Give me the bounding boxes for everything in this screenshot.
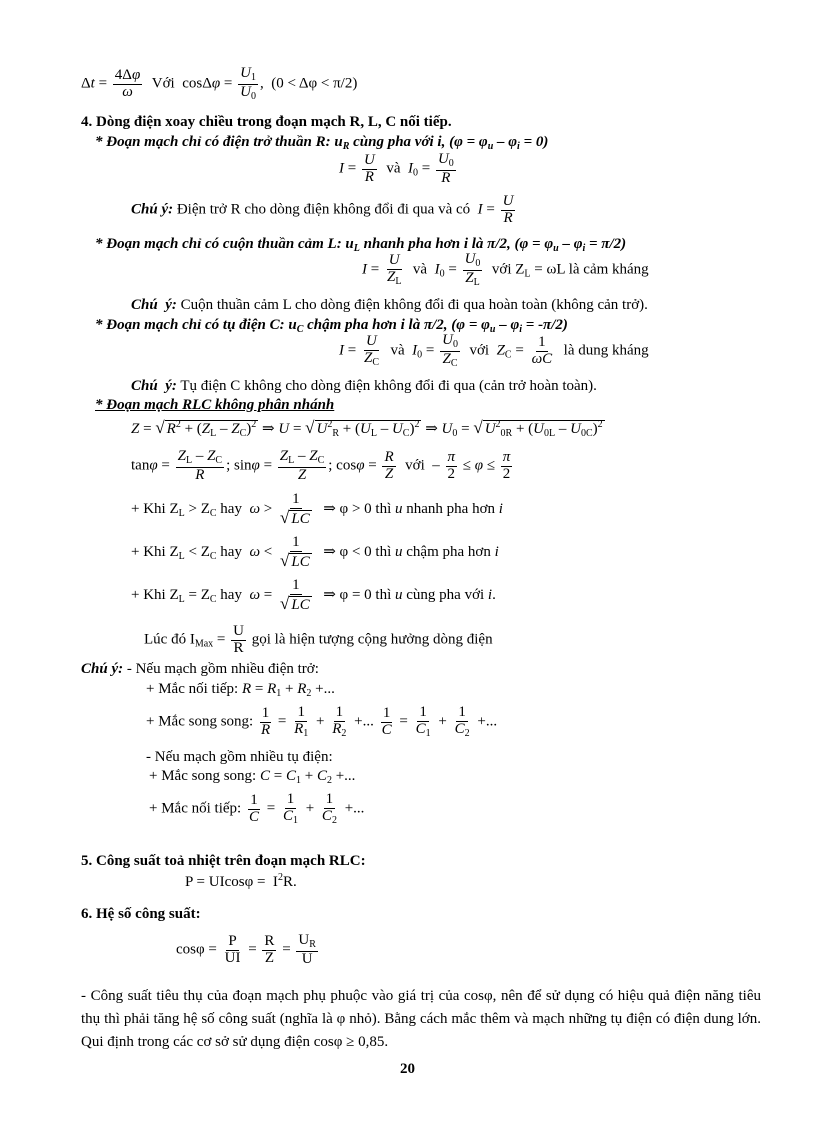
power-factor-formula: cosφ = $\frac{P}{UI}$ = $\frac{R}{Z}$ = $\frac{U_R}{U}$ — [176, 932, 316, 967]
capacitor-multi: - Nếu mạch gồm nhiều tụ điện: — [146, 749, 333, 765]
resonance-line: Lúc đó $I_{Max}$ = $\frac{U}{R}$ gọi là hiện tượng cộng hưởng dòng điện — [144, 623, 493, 656]
page-number: 20 — [400, 1061, 415, 1077]
r-formula: I = $\frac{U}{R}$ và $I_0$ = $\frac{U_0}{R}$ — [339, 151, 454, 186]
l-note: Chú ý: Cuộn thuần cảm L cho dòng điện không đổi đi qua hoàn toàn (không cản trở). — [131, 297, 648, 313]
section-6-title: 6. Hệ số công suất: — [81, 906, 201, 922]
c-note: Chú ý: Tụ điện C không cho dòng điện không đổi đi qua (cản trở hoàn toàn). — [131, 378, 597, 394]
l-only-title: * Đoạn mạch chỉ có cuộn thuần cảm L: $u_L$ nhanh pha hơn i là π/2, $(\varphi = \varphi_u - \varphi_i = \pi/2)$ — [95, 236, 627, 254]
capacitor-parallel: + Mắc song song: $C = C_1 + C_2$ +... — [149, 768, 356, 786]
rlc-title: * Đoạn mạch RLC không phân nhánh — [95, 397, 335, 413]
resistor-series: + Mắc nối tiếp: $R = R_1 + R_2$ +... — [146, 681, 335, 699]
c-formula: I = $\frac{U}{Z_C}$ và $I_0$ = $\frac{U_0}{Z_C}$ với $Z_C$ = $\frac{1}{\omega C}$ là dung kháng — [339, 332, 649, 369]
dt-formula: Δt = $\frac{4\Delta\varphi}{\omega}$ Với cosΔφ = $\frac{U_1}{U_0}$ , (0 < Δφ < π/2) — [81, 65, 358, 102]
case-zl-equal: + Khi $Z_L = Z_C$ hay ω = $\frac{1}{√ LC}$ ⇒ φ = 0 thì u cùng pha với i. — [131, 577, 496, 613]
note-multi-resistor: Chú ý: - Nếu mạch gồm nhiều điện trở: — [81, 661, 319, 677]
power-factor-paragraph: - Công suất tiêu thụ của đoạn mạch phụ phuộc vào giá trị của cosφ, nên để sử dụng có hiệu quả điện năng tiêu thụ thì phải tăng hệ số công suất (nghĩa là φ nhỏ). Bằng cách mắc thêm và mạch những tụ điện có điện dung lớn. Qui định trong các cơ sở sử dụng điện cosφ ≥ 0,85. — [81, 988, 761, 1050]
case-zl-less: + Khi $Z_L < Z_C$ hay ω < $\frac{1}{√ LC}$ ⇒ φ < 0 thì u chậm pha hơn i — [131, 534, 499, 570]
capacitor-series: + Mắc nối tiếp: $\frac{1}{C}$ = $\frac{1}{C_1}$ + $\frac{1}{C_2}$ +... — [149, 791, 365, 826]
l-formula: I = $\frac{U}{Z_L}$ và $I_0$ = $\frac{U_0}{Z_L}$ với $Z_L = \omega L$ là cảm kháng — [362, 251, 649, 288]
z-formula: Z = √ $R^2 + (Z_L - Z_C)^2$ ⇒ U = √ $U^2_R + (U_L - U_C)^2$ ⇒ $U_0$ = √ $U^2_{0R} + (U_{0L} - U_{0C})^2$ — [131, 418, 603, 439]
r-note: Chú ý: Điện trở R cho dòng điện không đổi đi qua và có I = $\frac{U}{R}$ — [131, 193, 514, 226]
tan-formula: tanφ = $\frac{Z_L - Z_C}{R}$ ; sinφ = $\frac{Z_L - Z_C}{Z}$ ; cosφ = $\frac{R}{Z}$ với – $\frac{\pi}{2}$ ≤ φ ≤ $\frac{\pi}{2}$ — [131, 448, 511, 483]
resistor-parallel: + Mắc song song: $\frac{1}{R}$ = $\frac{1}{R_1}$ + $\frac{1}{R_2}$ +... $\frac{1}{C}$ = $\frac{1}{C_1}$ + $\frac{1}{C_2}$ +... — [146, 704, 498, 739]
section-4-title: 4. Dòng điện xoay chiều trong đoạn mạch R, L, C nối tiếp. — [81, 114, 452, 130]
r-only-title: * Đoạn mạch chỉ có điện trở thuần R: $u_R$ cùng pha với i, $(\varphi = \varphi_u - \varphi_i = 0)$ — [95, 134, 549, 152]
section-5-title: 5. Công suất toả nhiệt trên đoạn mạch RLC: — [81, 853, 366, 869]
case-zl-greater: + Khi $Z_L > Z_C$ hay ω > $\frac{1}{√ LC}$ ⇒ φ > 0 thì u nhanh pha hơn i — [131, 491, 503, 527]
power-formula: $P = UIcos\varphi = I^2R$. — [185, 872, 297, 890]
c-only-title: * Đoạn mạch chỉ có tụ điện C: $u_C$ chậm pha hơn i là π/2, $(\varphi = \varphi_u - \varphi_i = -\pi/2)$ — [95, 317, 568, 335]
